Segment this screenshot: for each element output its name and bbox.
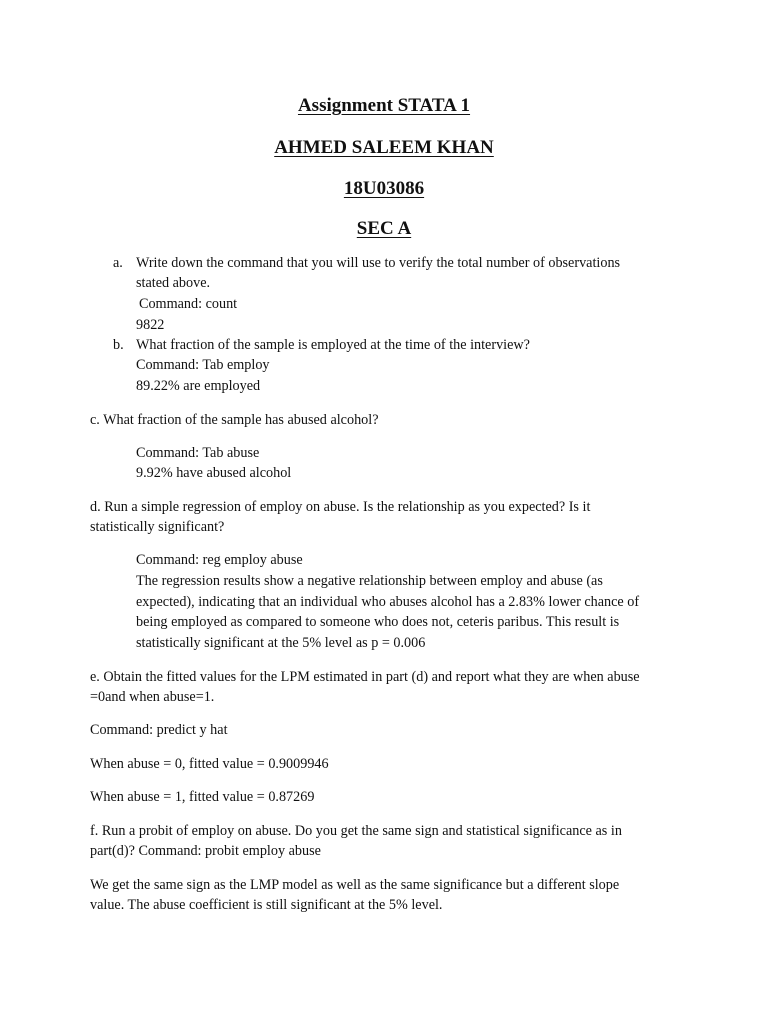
question-a-text-line-1: Write down the command that you will use to verify the total number of observations — [136, 255, 621, 271]
question-d-answer-line-1: The regression results show a negative relationship between employ and abuse (as — [136, 573, 603, 589]
question-f-text-line-1: f. Run a probit of employ on abuse. Do you get the same sign and statistical significance as in — [90, 823, 622, 839]
question-e-answer-abuse-1: When abuse = 1, fitted value = 0.87269 — [90, 789, 315, 805]
question-c-answer: 9.92% have abused alcohol — [136, 465, 292, 481]
question-d-text-line-1: d. Run a simple regression of employ on abuse. Is the relationship as you expected? Is it — [90, 499, 591, 515]
section-label: SEC A — [356, 218, 412, 239]
question-e-answer-abuse-0: When abuse = 0, fitted value = 0.9009946 — [90, 756, 329, 772]
question-d-text-line-2: statistically significant? — [90, 519, 225, 535]
question-b-text: What fraction of the sample is employed at the time of the interview? — [136, 337, 530, 353]
question-c-command: Command: Tab abuse — [136, 445, 260, 461]
question-d-answer-line-3: being employed as compared to someone who does not, ceteris paribus. This result is — [136, 614, 620, 630]
question-d-answer-line-2: expected), indicating that an individual who abuses alcohol has a 2.83% lower chance of — [136, 594, 640, 610]
question-f-answer-line-1: We get the same sign as the LMP model as well as the same significance but a different slope — [90, 877, 620, 893]
question-d-answer-line-4: statistically significant at the 5% level as p = 0.006 — [136, 635, 426, 651]
question-e-command: Command: predict y hat — [90, 722, 228, 738]
question-a-marker: a. — [113, 255, 123, 271]
question-b-marker: b. — [113, 337, 124, 353]
question-b-answer: 89.22% are employed — [136, 378, 261, 394]
assignment-title: Assignment STATA 1 — [297, 95, 471, 116]
question-b-command: Command: Tab employ — [136, 357, 270, 373]
question-e-text-line-2: =0and when abuse=1. — [90, 689, 215, 705]
student-id: 18U03086 — [343, 178, 425, 199]
question-a-answer: 9822 — [136, 317, 165, 333]
question-a-command: Command: count — [139, 296, 238, 312]
question-f-answer-line-2: value. The abuse coefficient is still significant at the 5% level. — [90, 897, 443, 913]
question-e-text-line-1: e. Obtain the fitted values for the LPM estimated in part (d) and report what they are when abuse — [90, 669, 640, 685]
question-f-text-line-2: part(d)? Command: probit employ abuse — [90, 843, 321, 859]
question-c-text: c. What fraction of the sample has abused alcohol? — [90, 412, 379, 428]
student-name: AHMED SALEEM KHAN — [274, 137, 494, 158]
question-d-command: Command: reg employ abuse — [136, 552, 303, 568]
question-a-text-line-2: stated above. — [136, 275, 211, 291]
